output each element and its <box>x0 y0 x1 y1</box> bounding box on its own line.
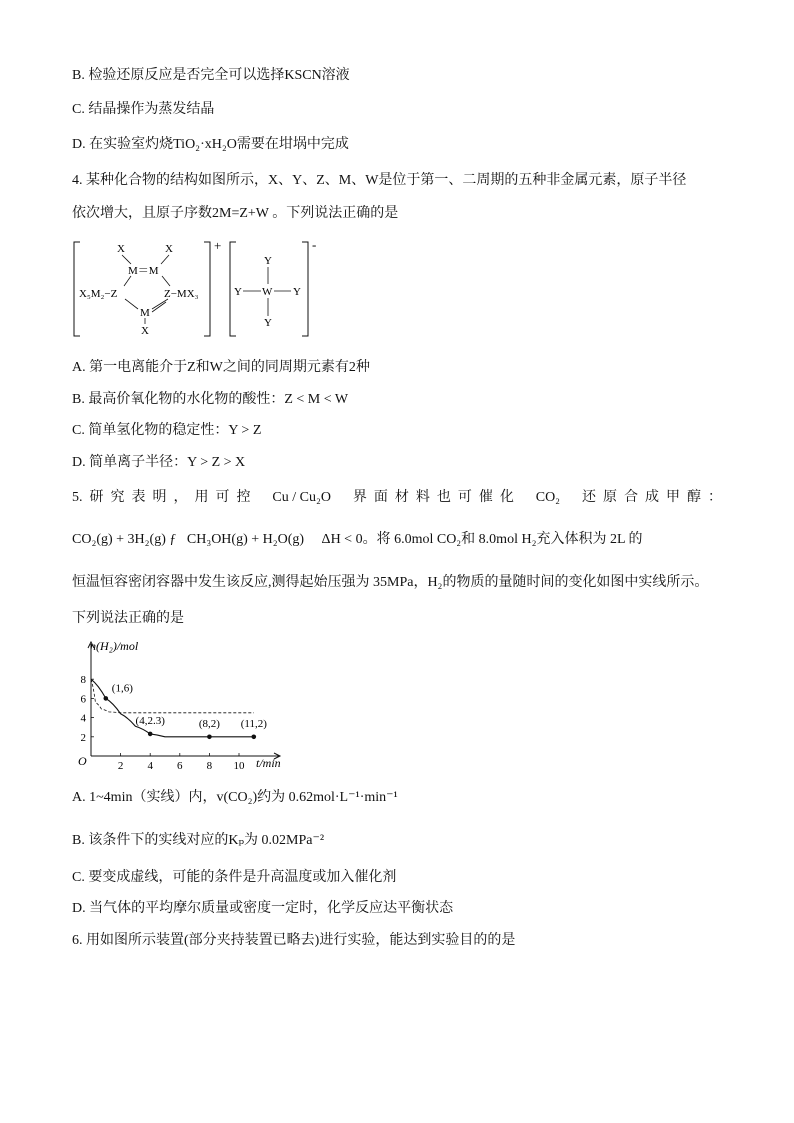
q5-stem-line2-rest: 。将 6.0mol CO₂和 8.0mol H₂充入体积为 2L 的 <box>362 532 643 547</box>
chart-point-label: (11,2) <box>240 717 267 730</box>
chart-y-tick-label: 2 <box>80 731 86 744</box>
q4-option-b: B. 最高价氧化物的水化物的酸性：Z < M < W <box>72 392 349 407</box>
q4-structure-diagram <box>66 236 336 344</box>
chart-point <box>104 696 109 701</box>
q3-option-d <box>72 136 349 154</box>
chart-origin-label: O <box>78 754 87 768</box>
h2-amount-chart <box>70 636 290 776</box>
anion-right-bracket <box>302 242 308 336</box>
cation-right-bracket <box>204 242 210 336</box>
chart-x-tick-label: 8 <box>206 760 213 772</box>
anion-y-right: Y <box>293 286 301 298</box>
cation-right-group: Z−MX₃ <box>164 288 199 300</box>
q4-option-c: C. 简单氢化物的稳定性：Y > Z <box>72 423 262 438</box>
chart-x-tick-label: 4 <box>147 760 153 772</box>
q5-option-d: D. 当气体的平均摩尔质量或密度一定时，化学反应达平衡状态 <box>72 901 454 916</box>
chart-point-label: (4,2.3) <box>135 714 165 727</box>
q3-option-d-formula: TiO₂·xH₂O <box>173 137 237 152</box>
q5-option-c: C. 要变成虚线，可能的条件是升高温度或加入催化剂 <box>72 870 397 885</box>
chart-y-tick-label: 8 <box>80 674 86 687</box>
cation-m-eq-m: M＝M <box>128 265 159 277</box>
q4-stem-line2: 依次增大，且原子序数2M=Z+W 。下列说法正确的是 <box>72 206 399 221</box>
q4-option-a: A. 第一电离能介于Z和W之间的同周期元素有2种 <box>72 360 370 375</box>
q5-option-a: A. 1~4min（实线）内，v(CO₂)约为 0.62mol·L⁻¹·min⁻¹ <box>72 790 398 805</box>
q3-option-b: B. 检验还原反应是否完全可以选择KSCN溶液 <box>72 68 350 83</box>
anion-y-top: Y <box>264 255 272 267</box>
q5-stem-part-a: 5. 研 究 表 明 ， 用 可 控 <box>72 490 251 505</box>
q3-option-c: C. 结晶操作为蒸发结晶 <box>72 102 215 117</box>
chart-point-label: (8,2) <box>198 717 220 730</box>
q5-stem-line3: 恒温恒容密闭容器中发生该反应,测得起始压强为 35MPa，H₂的物质的量随时间的变化如图中实线所示。 <box>72 575 709 590</box>
chart-y-tick-label: 4 <box>80 712 86 725</box>
q4-stem-line1: 4. 某种化合物的结构如图所示，X、Y、Z、M、W是位于第一、二周期的五种非金属元素，原子半径 <box>72 173 687 188</box>
anion-w-center: W <box>262 286 273 298</box>
chart-x-tick-label: 2 <box>117 760 124 772</box>
q5-stem-part-e: 还 原 合 成 甲 醇 ： <box>581 490 722 505</box>
q5-stem-line1 <box>72 489 722 507</box>
q5-stem-part-d: CO₂ <box>535 490 561 505</box>
anion-y-bottom: Y <box>264 317 272 329</box>
chart-x-tick-label: 6 <box>177 760 183 772</box>
q5-option-b: B. 该条件下的实线对应的Kₚ为 0.02MPa⁻² <box>72 833 325 848</box>
chart-x-axis-label: t/min <box>256 756 281 770</box>
chart-y-tick-label: 6 <box>80 693 86 706</box>
q3-option-d-post: 需要在坩埚中完成 <box>236 137 349 152</box>
q5-stem-part-c: 界 面 材 料 也 可 催 化 <box>352 490 514 505</box>
cation-m-bottom: M <box>140 307 150 319</box>
q6-stem: 6. 用如图所示装置(部分夹持装置已略去)进行实验，能达到实验目的的是 <box>72 933 516 948</box>
anion-charge: - <box>312 237 317 252</box>
cation-x-top-left: X <box>117 243 125 255</box>
chart-point <box>252 735 257 740</box>
chart-x-tick-label: 10 <box>233 760 245 772</box>
q5-equation: CO₂(g) + 3H₂(g) ƒ CH₃OH(g) + H₂O(g) ΔH < 0 <box>72 532 363 547</box>
anion-y-left: Y <box>234 286 242 298</box>
chart-point <box>207 735 212 740</box>
q4-option-d: D. 简单离子半径：Y > Z > X <box>72 455 246 470</box>
q3-option-d-pre: D. 在实验室灼烧 <box>72 137 174 152</box>
chart-point-label: (1,6) <box>111 682 133 695</box>
q5-stem-part-b: Cu / Cu₂O <box>272 490 331 505</box>
chart-point <box>148 732 153 737</box>
cation-left-group: X₅M₂−Z <box>79 288 118 300</box>
q5-stem-line4: 下列说法正确的是 <box>72 611 184 626</box>
chart-y-axis-label: n(H₂)/mol <box>90 639 139 653</box>
cation-charge: + <box>214 238 222 253</box>
q5-stem-line2 <box>72 531 643 549</box>
cation-x-bottom: X <box>141 325 149 337</box>
cation-x-top-right: X <box>165 243 173 255</box>
